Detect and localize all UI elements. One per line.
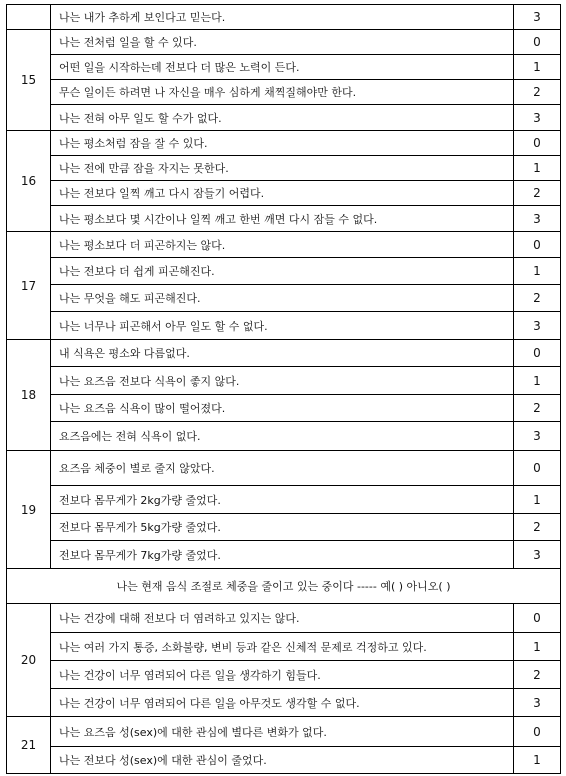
question-number: 16 bbox=[7, 131, 51, 232]
questionnaire-table bbox=[6, 4, 561, 774]
option-score: 2 bbox=[514, 80, 561, 105]
option-text: 나는 요즈음 성(sex)에 대한 관심에 별다른 변화가 없다. bbox=[51, 717, 514, 747]
table-row bbox=[7, 633, 561, 661]
option-text: 나는 전보다 일찍 깨고 다시 잠들기 어렵다. bbox=[51, 181, 514, 206]
table-row bbox=[7, 689, 561, 717]
option-text: 나는 너무나 피곤해서 아무 일도 할 수 없다. bbox=[51, 312, 514, 340]
option-text: 요즈음에는 전혀 식욕이 없다. bbox=[51, 422, 514, 451]
option-text: 나는 요즈음 식욕이 많이 떨어졌다. bbox=[51, 395, 514, 422]
option-score: 0 bbox=[514, 604, 561, 633]
table-row bbox=[7, 661, 561, 689]
table-row bbox=[7, 181, 561, 206]
table-row bbox=[7, 105, 561, 131]
option-text: 나는 여러 가지 통증, 소화불량, 변비 등과 같은 신체적 문제로 걱정하고 있다. bbox=[51, 633, 514, 661]
table-row bbox=[7, 486, 561, 514]
question-number: 20 bbox=[7, 604, 51, 717]
question-number: 19 bbox=[7, 451, 51, 569]
table-row bbox=[7, 514, 561, 541]
table-row bbox=[7, 395, 561, 422]
option-text: 나는 건강이 너무 염려되어 다른 일을 아무것도 생각할 수 없다. bbox=[51, 689, 514, 717]
option-score: 3 bbox=[514, 5, 561, 30]
option-text: 어떤 일을 시작하는데 전보다 더 많은 노력이 든다. bbox=[51, 55, 514, 80]
option-score: 3 bbox=[514, 689, 561, 717]
option-score: 2 bbox=[514, 395, 561, 422]
table-row bbox=[7, 131, 561, 156]
option-score: 2 bbox=[514, 514, 561, 541]
table-row bbox=[7, 258, 561, 285]
option-score: 0 bbox=[514, 30, 561, 55]
option-text: 나는 전처럼 일을 할 수 있다. bbox=[51, 30, 514, 55]
option-text: 나는 건강이 너무 염려되어 다른 일을 생각하기 힘들다. bbox=[51, 661, 514, 689]
table-row bbox=[7, 569, 561, 604]
option-text: 무슨 일이든 하려면 나 자신을 매우 심하게 채찍질해야만 한다. bbox=[51, 80, 514, 105]
option-score: 1 bbox=[514, 156, 561, 181]
table-row bbox=[7, 422, 561, 451]
question-number-cell bbox=[7, 5, 51, 30]
option-score: 1 bbox=[514, 747, 561, 774]
option-text: 나는 평소보다 몇 시간이나 일찍 깨고 한번 깨면 다시 잠들 수 없다. bbox=[51, 206, 514, 232]
option-text: 요즈음 체중이 별로 줄지 않았다. bbox=[51, 451, 514, 486]
table-row bbox=[7, 156, 561, 181]
question-number: 15 bbox=[7, 30, 51, 131]
table-row bbox=[7, 367, 561, 395]
option-text: 나는 건강에 대해 전보다 더 염려하고 있지는 않다. bbox=[51, 604, 514, 633]
table-row bbox=[7, 312, 561, 340]
option-text: 나는 요즈음 전보다 식욕이 좋지 않다. bbox=[51, 367, 514, 395]
option-text: 전보다 몸무게가 7kg가량 줄었다. bbox=[51, 541, 514, 569]
table-row bbox=[7, 55, 561, 80]
option-score: 3 bbox=[514, 422, 561, 451]
option-score: 2 bbox=[514, 285, 561, 312]
option-score: 3 bbox=[514, 206, 561, 232]
option-score: 1 bbox=[514, 55, 561, 80]
table-row bbox=[7, 747, 561, 774]
table-row bbox=[7, 80, 561, 105]
option-text: 전보다 몸무게가 5kg가량 줄었다. bbox=[51, 514, 514, 541]
option-score: 1 bbox=[514, 367, 561, 395]
option-text: 나는 내가 추하게 보인다고 믿는다. bbox=[51, 5, 514, 30]
table-row bbox=[7, 232, 561, 258]
diet-note: 나는 현재 음식 조절로 체중을 줄이고 있는 중이다 ----- 예( ) 아니오( ) bbox=[7, 569, 561, 604]
option-score: 0 bbox=[514, 131, 561, 156]
option-score: 2 bbox=[514, 661, 561, 689]
option-score: 0 bbox=[514, 451, 561, 486]
table-row bbox=[7, 451, 561, 486]
table-row bbox=[7, 541, 561, 569]
table-row bbox=[7, 340, 561, 367]
question-number: 21 bbox=[7, 717, 51, 774]
table-row bbox=[7, 717, 561, 747]
option-text: 나는 전에 만큼 잠을 자지는 못한다. bbox=[51, 156, 514, 181]
option-score: 0 bbox=[514, 340, 561, 367]
option-text: 전보다 몸무게가 2kg가량 줄었다. bbox=[51, 486, 514, 514]
table-row bbox=[7, 604, 561, 633]
option-score: 0 bbox=[514, 717, 561, 747]
option-score: 3 bbox=[514, 312, 561, 340]
option-score: 3 bbox=[514, 105, 561, 131]
option-text: 나는 평소보다 더 피곤하지는 않다. bbox=[51, 232, 514, 258]
table-row bbox=[7, 206, 561, 232]
table-row bbox=[7, 30, 561, 55]
option-score: 0 bbox=[514, 232, 561, 258]
option-score: 1 bbox=[514, 486, 561, 514]
question-number: 18 bbox=[7, 340, 51, 451]
table-row bbox=[7, 5, 561, 30]
option-score: 2 bbox=[514, 181, 561, 206]
option-text: 나는 전혀 아무 일도 할 수가 없다. bbox=[51, 105, 514, 131]
option-text: 내 식욕은 평소와 다름없다. bbox=[51, 340, 514, 367]
question-number: 17 bbox=[7, 232, 51, 340]
option-text: 나는 전보다 성(sex)에 대한 관심이 줄었다. bbox=[51, 747, 514, 774]
option-score: 1 bbox=[514, 258, 561, 285]
option-text: 나는 무엇을 해도 피곤해진다. bbox=[51, 285, 514, 312]
option-score: 1 bbox=[514, 633, 561, 661]
option-text: 나는 평소처럼 잠을 잘 수 있다. bbox=[51, 131, 514, 156]
option-score: 3 bbox=[514, 541, 561, 569]
option-text: 나는 전보다 더 쉽게 피곤해진다. bbox=[51, 258, 514, 285]
table-row bbox=[7, 285, 561, 312]
